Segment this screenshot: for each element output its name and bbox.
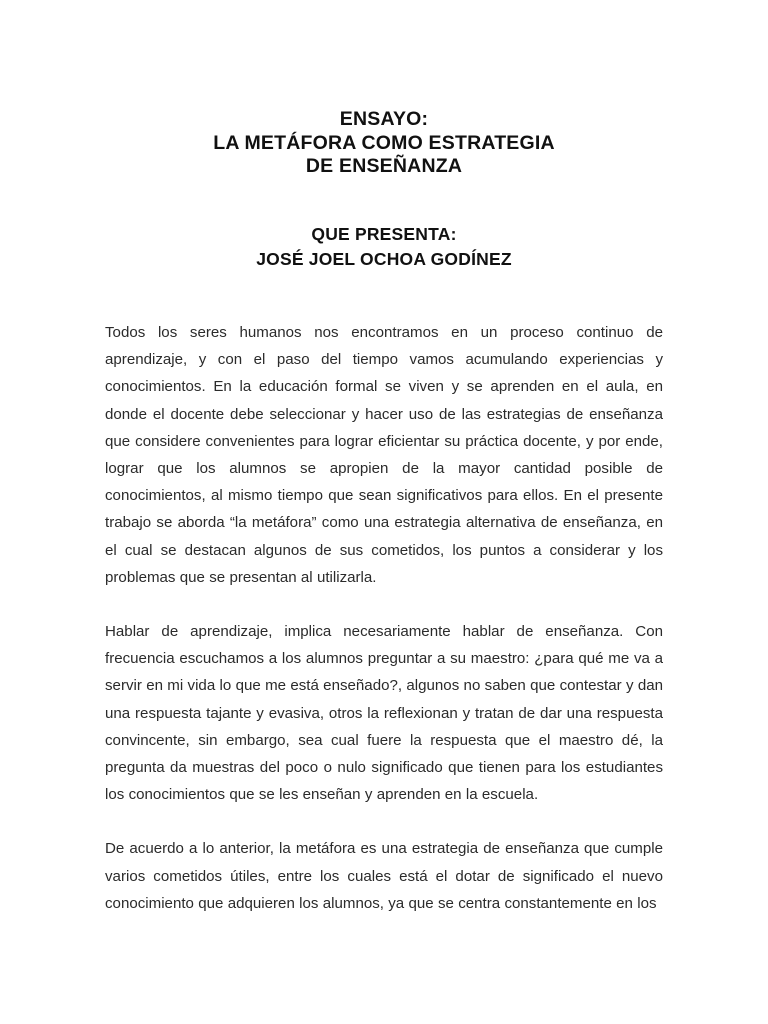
body-paragraph: De acuerdo a lo anterior, la metáfora es una estrategia de enseñanza que cumple varios cometidos útiles, entre los cuales está el dotar de significado el nuevo conocimiento que adquieren los alumnos, ya que se centra constantemente en los [105,840,663,912]
presented-by-label: QUE PRESENTA: [311,224,457,244]
title-line-essay-label: ENSAYO: [339,108,429,130]
body-paragraph: Hablar de aprendizaje, implica necesariamente hablar de enseñanza. Con frecuencia escuchamos a los alumnos preguntar a su maestro: ¿para qué me va a servir en mi vida lo que me está enseñado?, algunos no saben que contestar y dan una respuesta tajante y evasiva, otros la reflexionan y tratan de dar una respuesta convincente, sin embargo, sea cual fuere la respuesta que el maestro dé, la pregunta da muestras del poco o nulo significado que tienen para los estudiantes los conocimientos que se les enseñan y aprenden en la escuela. [105,623,663,804]
title-line-main-2: DE ENSEÑANZA [305,155,463,177]
author-name: JOSÉ JOEL OCHOA GODÍNEZ [256,249,512,269]
body-paragraph: Todos los seres humanos nos encontramos en un proceso continuo de aprendizaje, y con el paso del tiempo vamos acumulando experiencias y conocimientos. En la educación formal se viven y se aprenden en el aula, en donde el docente debe seleccionar y hacer uso de las estrategias de enseñanza que considere convenientes para lograr eficientar su práctica docente, y por ende, lograr que los alumnos se apropien de la mayor cantidad posible de conocimientos, al mismo tiempo que sean significativos para ellos. En el presente trabajo se aborda “la metáfora” como una estrategia alternativa de enseñanza, en el cual se destacan algunos de sus cometidos, los puntos a considerar y los problemas que se presentan al utilizarla. [105,324,663,586]
title-line-main-1: LA METÁFORA COMO ESTRATEGIA [213,131,555,154]
author-block [0,222,768,272]
document-body [105,319,663,917]
document-title-block [0,108,768,179]
